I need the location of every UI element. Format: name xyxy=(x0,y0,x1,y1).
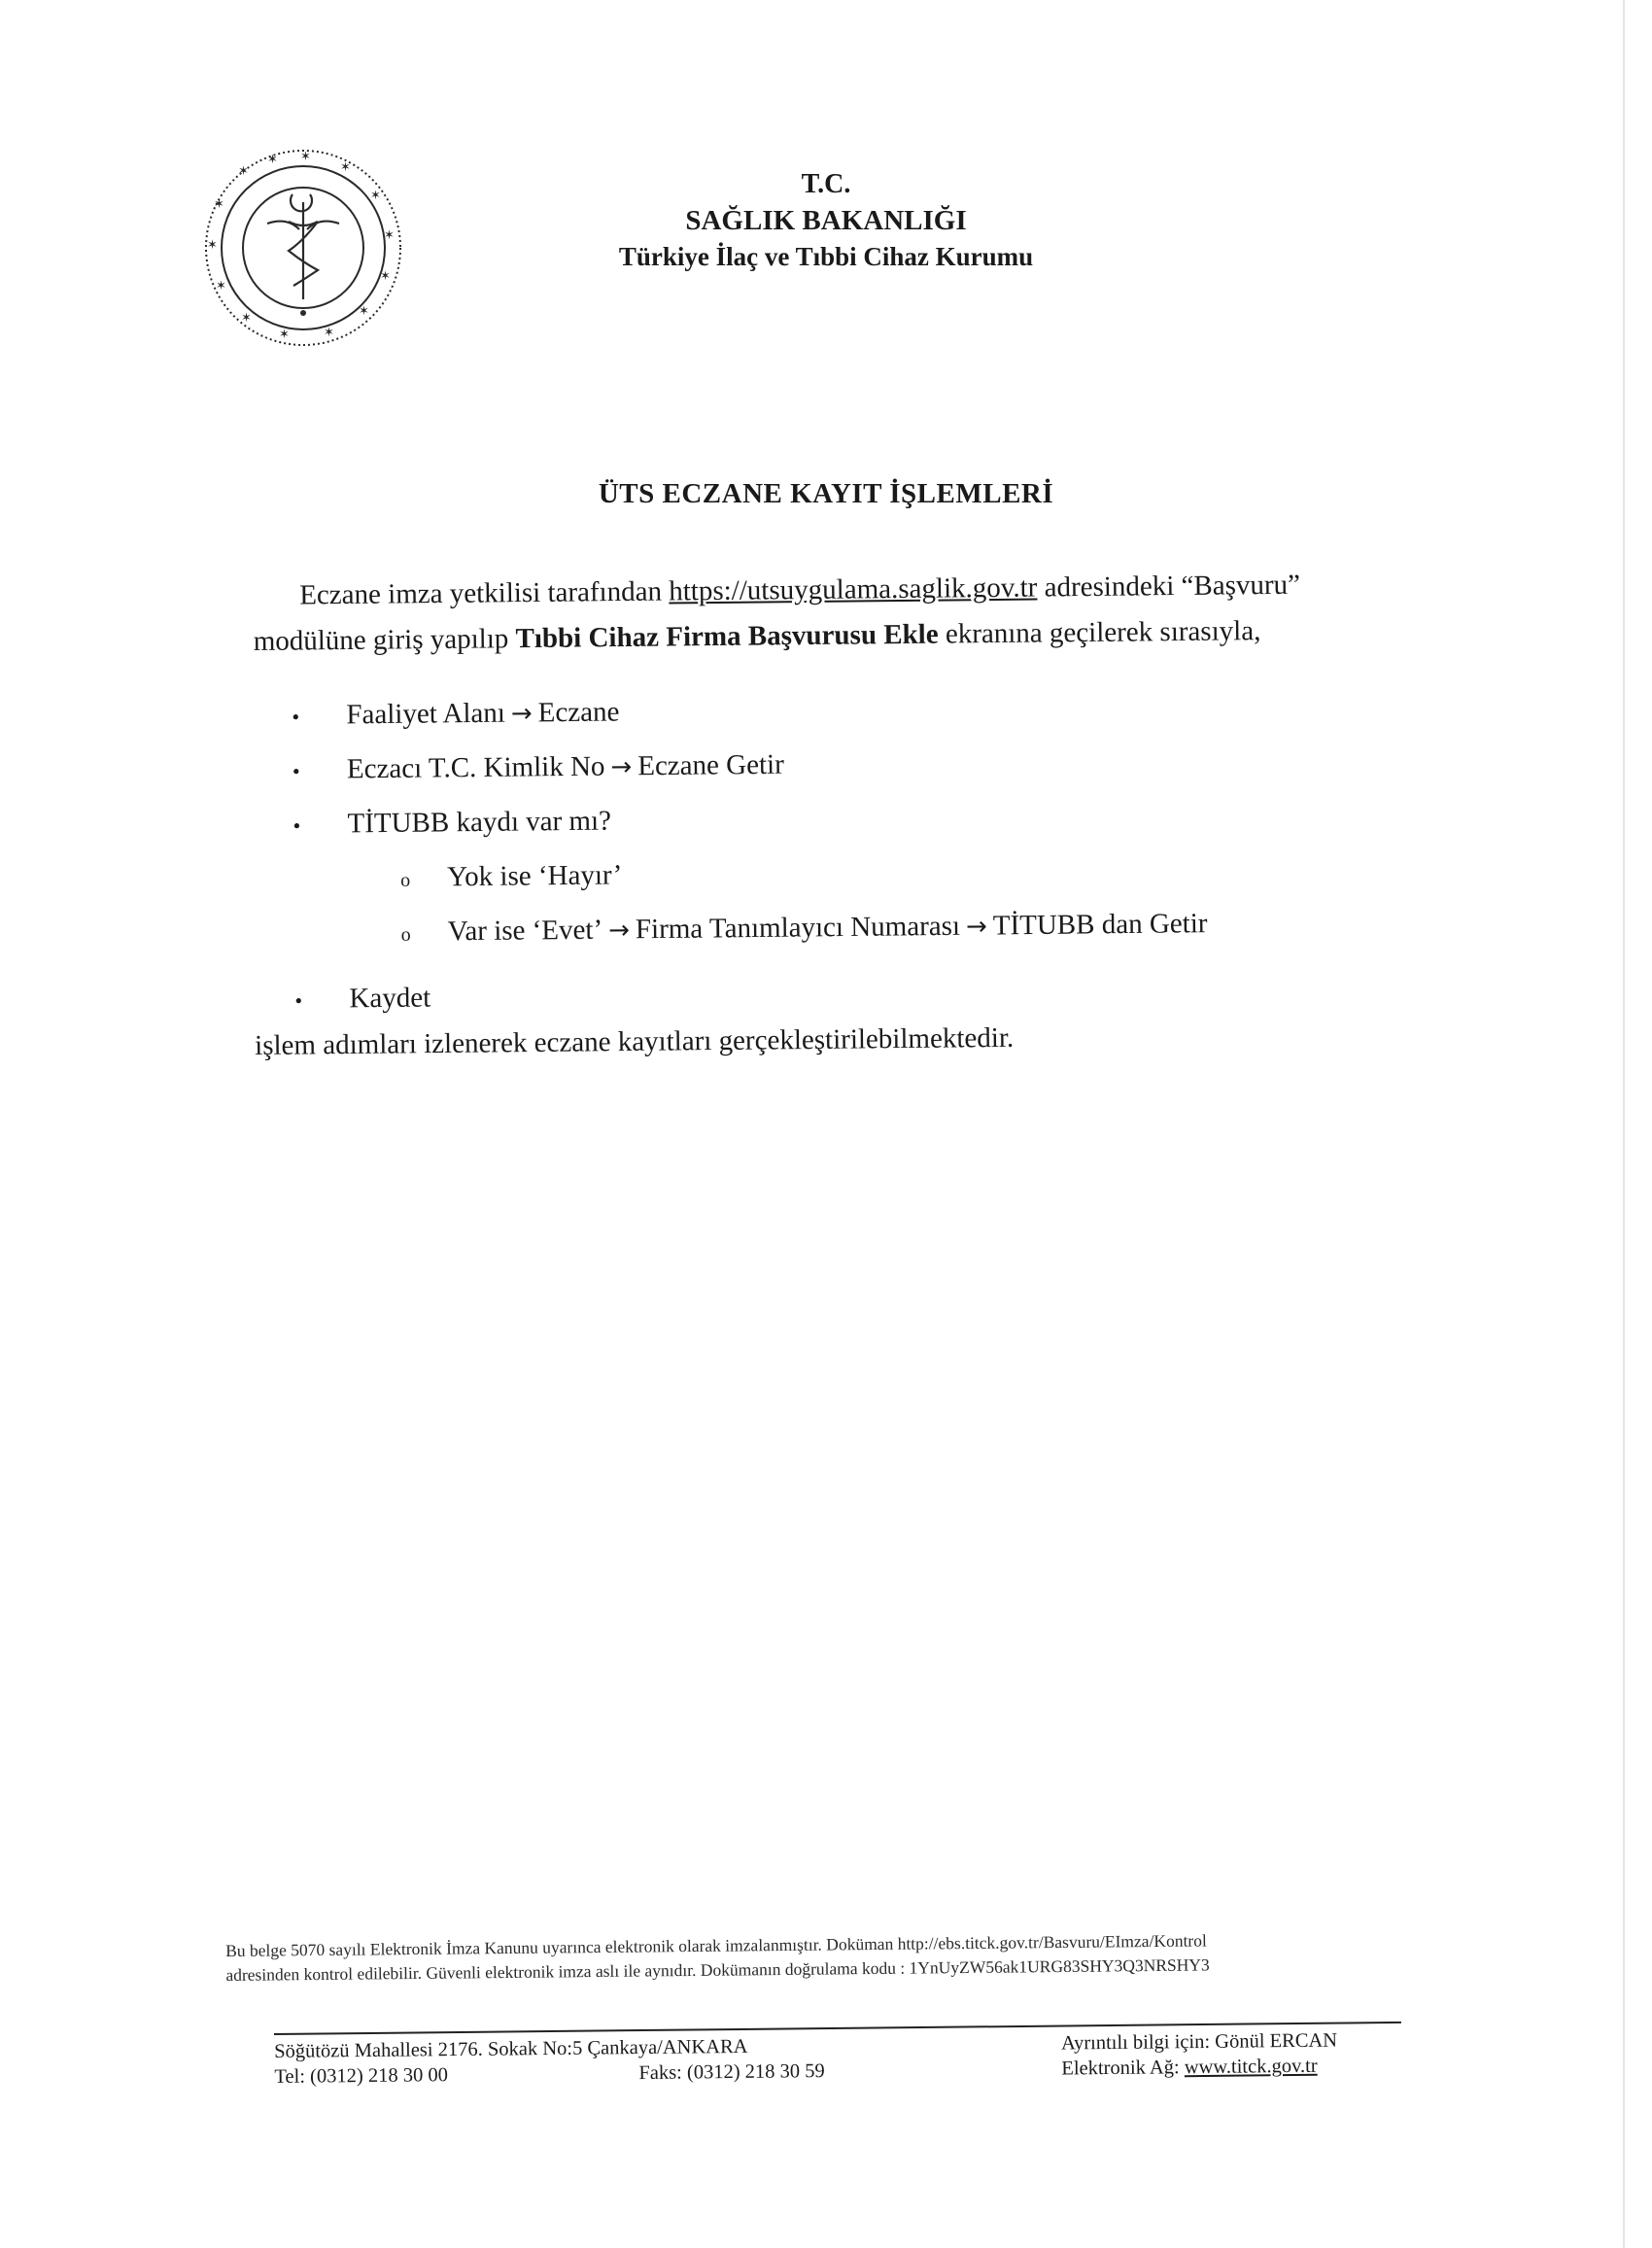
list-item xyxy=(400,859,623,893)
footer-tel: Tel: (0312) 218 30 00 xyxy=(274,2064,448,2088)
intro-text-2: adresindeki “Başvuru” xyxy=(1037,569,1301,604)
svg-text:✶: ✶ xyxy=(279,328,290,342)
intro-paragraph xyxy=(253,562,1391,665)
svg-text:✶: ✶ xyxy=(216,279,226,294)
svg-text:✶: ✶ xyxy=(300,150,311,164)
list-item xyxy=(294,983,430,1016)
intro-text-4: ekranına geçilerek sırasıyla, xyxy=(938,615,1261,650)
list-item xyxy=(401,908,1208,949)
svg-text:✶: ✶ xyxy=(370,189,381,203)
bullet-icon: • xyxy=(293,813,301,839)
letterhead-line-3: Türkiye İlaç ve Tıbbi Cihaz Kurumu xyxy=(618,242,1034,271)
uts-url-link[interactable]: https://utsuygulama.saglik.gov.tr xyxy=(669,571,1038,607)
svg-text:✶: ✶ xyxy=(267,153,278,167)
footer-fax: Faks: (0312) 218 30 59 xyxy=(638,2060,825,2085)
arrow-right-icon: → xyxy=(965,912,987,942)
footer-address: Söğütözü Mahallesi 2176. Sokak No:5 Çankaya/ANKARA xyxy=(274,2035,748,2062)
letterhead-line-2: SAĞLIK BAKANLIĞI xyxy=(685,205,967,236)
footer-network xyxy=(1061,2054,1318,2082)
page-edge xyxy=(1623,0,1625,2248)
svg-text:✶: ✶ xyxy=(384,228,395,243)
step-3-sub-2-b: Firma Tanımlayıcı Numarası xyxy=(635,910,961,946)
list-item xyxy=(293,749,784,786)
svg-text:✶: ✶ xyxy=(359,304,369,319)
step-3-sub-2-c: TİTUBB dan Getir xyxy=(992,908,1208,942)
step-3-sub-1: Yok ise ‘Hayır’ xyxy=(446,859,623,893)
document-title: ÜTS ECZANE KAYIT İŞLEMLERİ xyxy=(598,478,1054,509)
closing-sentence: işlem adımları izlenerek eczane kayıtları gerçekleştirilebilmektedir. xyxy=(255,1021,1015,1061)
svg-text:✶: ✶ xyxy=(207,238,218,253)
svg-text:✶: ✶ xyxy=(214,197,224,212)
svg-text:✶: ✶ xyxy=(340,160,351,175)
letterhead xyxy=(573,167,1079,274)
arrow-right-icon: → xyxy=(607,916,631,946)
intro-text-3: modülüne giriş yapılıp xyxy=(253,623,516,657)
step-2-label: Eczacı T.C. Kimlik No xyxy=(346,750,605,785)
intro-text-1: Eczane imza yetkilisi tarafından xyxy=(299,575,670,611)
step-3-label: TİTUBB kaydı var mı? xyxy=(347,805,612,840)
svg-text:✶: ✶ xyxy=(238,164,249,179)
arrow-right-icon: → xyxy=(510,699,533,729)
arrow-right-icon: → xyxy=(610,752,633,782)
e-signature-line-1: Bu belge 5070 sayılı Elektronik İmza Kanunu uyarınca elektronik olarak imzalanmıştır. Doküman http://ebs.titck.gov.tr/Basvuru/EImza/Kontrol xyxy=(225,1930,1207,1960)
e-signature-line-2: adresinden kontrol edilebilir. Güvenli elektronik imza aslı ile aynıdır. Dokümanın doğrulama kodu : 1YnUyZW56ak1URG83SHY3Q3NRSHY3 xyxy=(225,1954,1210,1985)
step-1-label: Faaliyet Alanı xyxy=(346,697,506,731)
e-signature-notice xyxy=(225,1926,1411,1988)
svg-text:✶: ✶ xyxy=(380,269,391,284)
sub-bullet-icon: o xyxy=(400,869,411,891)
step-1-value: Eczane xyxy=(537,696,620,729)
letterhead-line-1: T.C. xyxy=(801,169,851,199)
footer-contact-info: Ayrıntılı bilgi için: Gönül ERCAN xyxy=(1060,2029,1338,2055)
bullet-icon: • xyxy=(292,759,300,784)
svg-text:✶: ✶ xyxy=(241,311,252,326)
sub-bullet-icon: o xyxy=(400,923,411,946)
steps-list xyxy=(292,669,1360,1015)
step-3-sub-2-a: Var ise ‘Evet’ xyxy=(447,914,603,948)
list-item xyxy=(292,696,619,732)
footer-network-label: Elektronik Ağ: xyxy=(1061,2057,1185,2080)
svg-text:✶: ✶ xyxy=(324,326,334,340)
bullet-icon: • xyxy=(294,988,303,1014)
bullet-icon: • xyxy=(292,705,300,730)
ministry-seal-icon xyxy=(199,144,408,353)
list-item xyxy=(293,806,611,841)
titck-website-link[interactable]: www.titck.gov.tr xyxy=(1184,2055,1318,2079)
intro-bold-screen-name: Tıbbi Cihaz Firma Başvurusu Ekle xyxy=(515,618,939,655)
step-4-label: Kaydet xyxy=(349,982,431,1015)
step-2-value: Eczane Getir xyxy=(637,748,784,782)
